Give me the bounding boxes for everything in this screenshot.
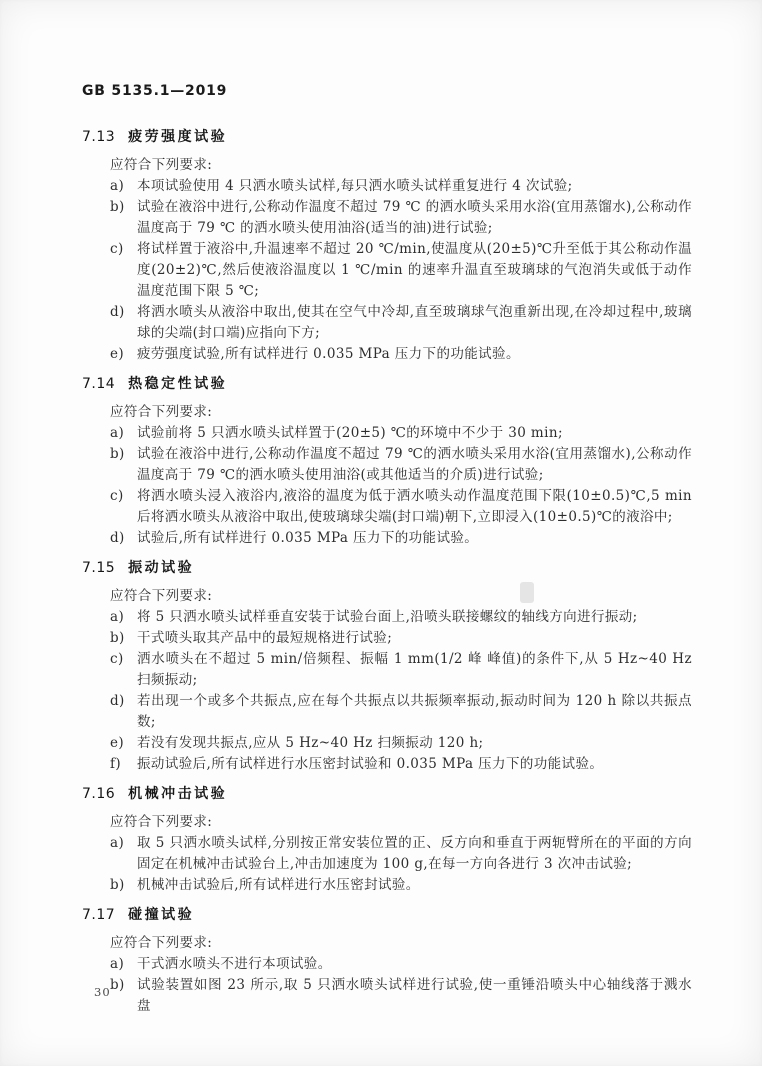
requirement-list bbox=[110, 423, 692, 549]
list-item-label: c) bbox=[110, 241, 124, 257]
section-intro: 应符合下列要求: bbox=[110, 588, 213, 604]
section-heading bbox=[82, 127, 692, 148]
section-heading bbox=[82, 905, 692, 926]
list-item bbox=[110, 176, 692, 197]
requirement-list bbox=[110, 176, 692, 365]
list-item-label: e) bbox=[110, 346, 125, 362]
scan-artifact-spot bbox=[520, 582, 534, 603]
section-7-14 bbox=[82, 374, 692, 549]
section-title: 振动试验 bbox=[128, 560, 195, 576]
requirement-list bbox=[110, 607, 692, 775]
section-number: 7.15 bbox=[82, 560, 116, 576]
list-item-text: 振动试验后,所有试样进行水压密封试验和 0.035 MPa 压力下的功能试验。 bbox=[137, 756, 604, 772]
list-item-label: b) bbox=[110, 446, 125, 462]
list-item bbox=[110, 486, 692, 528]
list-item-text: 洒水喷头在不超过 5 min/倍频程、振幅 1 mm(1/2 峰 峰值)的条件下,从 5 Hz~40 Hz 扫频振动; bbox=[137, 651, 692, 688]
list-item-label: d) bbox=[110, 693, 125, 709]
list-item-text: 若出现一个或多个共振点,应在每个共振点以共振频率振动,振动时间为 120 h 除以共振点数; bbox=[137, 693, 692, 730]
list-item bbox=[110, 975, 692, 1017]
list-item-text: 将洒水喷头从液浴中取出,使其在空气中冷却,直至玻璃球气泡重新出现,在冷却过程中,玻璃球的尖端(封口端)应指向下方; bbox=[137, 304, 692, 341]
list-item-text: 疲劳强度试验,所有试样进行 0.035 MPa 压力下的功能试验。 bbox=[137, 346, 520, 362]
section-heading bbox=[82, 558, 692, 579]
section-number: 7.13 bbox=[82, 129, 116, 145]
list-item bbox=[110, 875, 692, 896]
section-intro: 应符合下列要求: bbox=[110, 814, 213, 830]
list-item-label: f) bbox=[110, 756, 122, 772]
list-item bbox=[110, 239, 692, 302]
list-item-text: 将 5 只洒水喷头试样垂直安装于试验台面上,沿喷头联接螺纹的轴线方向进行振动; bbox=[137, 609, 638, 625]
section-title: 热稳定性试验 bbox=[128, 376, 228, 392]
list-item bbox=[110, 649, 692, 691]
list-item bbox=[110, 528, 692, 549]
requirement-list bbox=[110, 833, 692, 896]
list-item-text: 试验在液浴中进行,公称动作温度不超过 79 ℃ 的洒水喷头采用水浴(宜用蒸馏水),公称动作温度高于 79 ℃ 的洒水喷头使用油浴(适当的油)进行试验; bbox=[137, 199, 692, 236]
list-item bbox=[110, 607, 692, 628]
section-7-13 bbox=[82, 127, 692, 365]
section-heading bbox=[82, 374, 692, 395]
list-item bbox=[110, 444, 692, 486]
list-item-text: 取 5 只洒水喷头试样,分别按正常安装位置的正、反方向和垂直于两轭臂所在的平面的方向固定在机械冲击试验台上,冲击加速度为 100 g,在每一方向各进行 3 次冲击试验; bbox=[137, 835, 692, 872]
list-item bbox=[110, 954, 692, 975]
section-intro: 应符合下列要求: bbox=[110, 157, 213, 173]
section-number: 7.14 bbox=[82, 376, 116, 392]
list-item-label: b) bbox=[110, 630, 125, 646]
requirement-list bbox=[110, 954, 692, 1017]
list-item bbox=[110, 833, 692, 875]
list-item-label: c) bbox=[110, 651, 124, 667]
list-item-text: 将洒水喷头浸入液浴内,液浴的温度为低于洒水喷头动作温度范围下限(10±0.5)℃,5 min 后将洒水喷头从液浴中取出,使玻璃球尖端(封口端)朝下,立即浸入(10±0.5)℃的液浴中; bbox=[137, 488, 692, 525]
list-item-label: c) bbox=[110, 488, 124, 504]
section-title: 机械冲击试验 bbox=[128, 786, 228, 802]
section-intro: 应符合下列要求: bbox=[110, 935, 213, 951]
list-item-text: 干式洒水喷头不进行本项试验。 bbox=[137, 956, 332, 972]
list-item-label: a) bbox=[110, 835, 125, 851]
section-number: 7.16 bbox=[82, 786, 116, 802]
list-item-text: 将试样置于液浴中,升温速率不超过 20 ℃/min,使温度从(20±5)℃升至低于其公称动作温度(20±2)℃,然后使液浴温度以 1 ℃/min 的速率升温直至玻璃球的气泡消失或低于动作温度范围下限 5 ℃; bbox=[137, 241, 692, 299]
section-7-15 bbox=[82, 558, 692, 775]
list-item-label: e) bbox=[110, 735, 125, 751]
section-title: 疲劳强度试验 bbox=[128, 129, 228, 145]
list-item-text: 试验后,所有试样进行 0.035 MPa 压力下的功能试验。 bbox=[137, 530, 479, 546]
list-item bbox=[110, 344, 692, 365]
list-item bbox=[110, 197, 692, 239]
list-item-label: b) bbox=[110, 977, 125, 993]
list-item bbox=[110, 302, 692, 344]
list-item-label: b) bbox=[110, 199, 125, 215]
section-title: 碰撞试验 bbox=[128, 907, 195, 923]
list-item bbox=[110, 733, 692, 754]
page-number: 30 bbox=[94, 985, 111, 999]
list-item-label: d) bbox=[110, 530, 125, 546]
section-heading bbox=[82, 784, 692, 805]
list-item-text: 干式喷头取其产品中的最短规格进行试验; bbox=[137, 630, 393, 646]
list-item bbox=[110, 754, 692, 775]
list-item-text: 试验装置如图 23 所示,取 5 只洒水喷头试样进行试验,使一重锤沿喷头中心轴线落于溅水盘 bbox=[137, 977, 692, 1014]
list-item-text: 本项试验使用 4 只洒水喷头试样,每只洒水喷头试样重复进行 4 次试验; bbox=[137, 178, 573, 194]
section-7-17 bbox=[82, 905, 692, 1017]
list-item-text: 试验前将 5 只洒水喷头试样置于(20±5) ℃的环境中不少于 30 min; bbox=[137, 425, 563, 441]
list-item-label: a) bbox=[110, 178, 125, 194]
section-7-16 bbox=[82, 784, 692, 896]
list-item-label: a) bbox=[110, 425, 125, 441]
list-item-text: 试验在液浴中进行,公称动作温度不超过 79 ℃的洒水喷头采用水浴(宜用蒸馏水),公称动作温度高于 79 ℃的洒水喷头使用油浴(或其他适当的介质)进行试验; bbox=[137, 446, 692, 483]
list-item-label: a) bbox=[110, 956, 125, 972]
section-number: 7.17 bbox=[82, 907, 116, 923]
list-item-label: a) bbox=[110, 609, 125, 625]
list-item bbox=[110, 628, 692, 649]
document-header: GB 5135.1—2019 bbox=[82, 83, 228, 99]
list-item bbox=[110, 691, 692, 733]
list-item-text: 机械冲击试验后,所有试样进行水压密封试验。 bbox=[137, 877, 420, 893]
list-item-label: d) bbox=[110, 304, 125, 320]
list-item-text: 若没有发现共振点,应从 5 Hz~40 Hz 扫频振动 120 h; bbox=[137, 735, 484, 751]
list-item-label: b) bbox=[110, 877, 125, 893]
list-item bbox=[110, 423, 692, 444]
section-intro: 应符合下列要求: bbox=[110, 404, 213, 420]
